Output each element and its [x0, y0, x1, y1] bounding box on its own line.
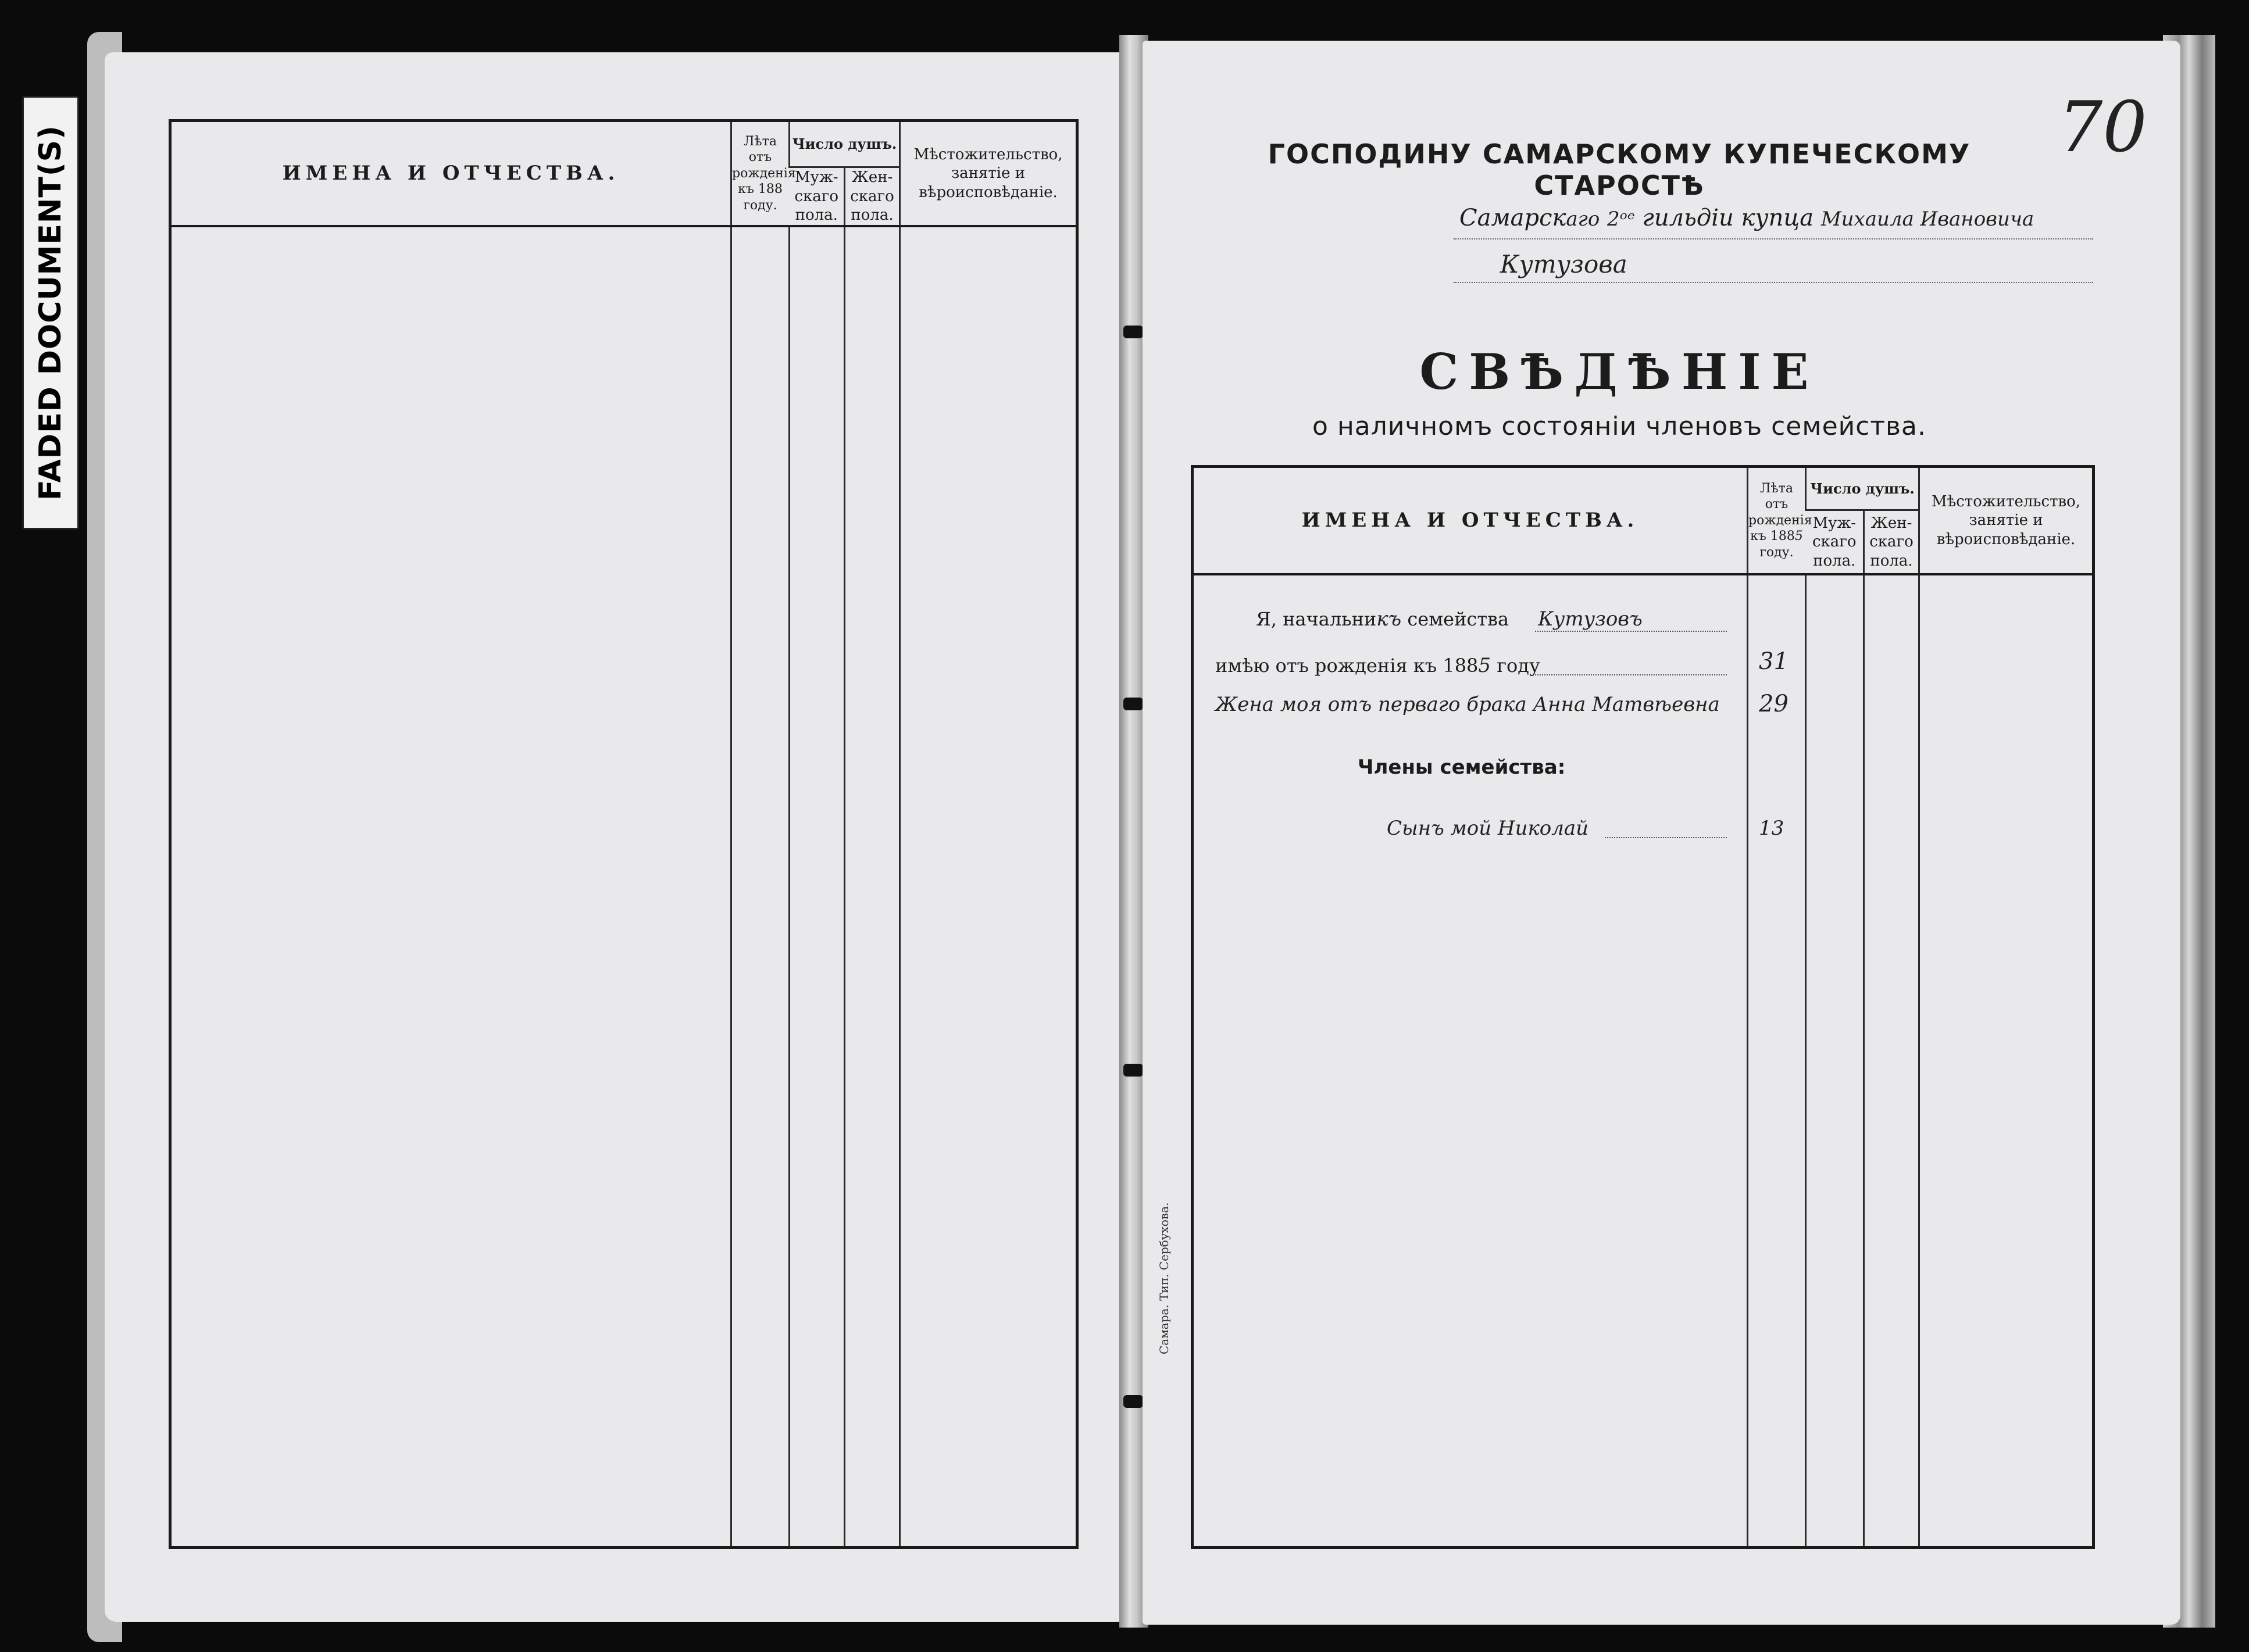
col-header-residence: Мѣстожительство, занятіе и вѣроисповѣданіе.: [900, 121, 1077, 226]
age-cell: [1748, 574, 1806, 1548]
col-header-names: ИМЕНА И ОТЧЕСТВА.: [170, 121, 731, 226]
son-dots: [1605, 837, 1727, 838]
col-header-female: Жен-скаго пола.: [845, 167, 900, 226]
binding-stitch: [1123, 1395, 1143, 1408]
head-age-value: 31: [1759, 648, 1789, 675]
col-header-souls: Число душъ.: [790, 121, 900, 167]
left-form-table: [169, 119, 1079, 1549]
col-header-age: Лѣта отъ рожденія къ 188 году.: [731, 121, 790, 226]
addressee-heading: ГОСПОДИНУ САМАРСКОМУ КУПЕЧЕСКОМУ СТАРОСТѢ: [1268, 138, 1971, 201]
son-line: Сынъ мой Николай: [1387, 817, 1589, 840]
residence-cell: [1919, 574, 2094, 1548]
names-cell: [170, 226, 731, 1548]
faded-document-label: FADED DOCUMENT(S): [33, 125, 68, 500]
head-of-family-dots: [1535, 631, 1727, 632]
col-header-residence: Мѣстожительство, занятіе и вѣроисповѣданіе.: [1919, 467, 2094, 574]
faded-document-tag: [22, 96, 79, 530]
binding-stitch: [1123, 326, 1143, 338]
head-age-dots: [1535, 674, 1727, 675]
wife-age-value: 29: [1759, 691, 1789, 717]
merchant-surname: Кутузова: [1500, 250, 1627, 278]
printer-imprint: Самара. Тип. Сербухова.: [1157, 1202, 1171, 1354]
col-header-names: ИМЕНА И ОТЧЕСТВА.: [1193, 467, 1748, 574]
merchant-line-1-text: Самарскаго 2ᵒᵉ гильдіи купца Михаила Ивановича: [1459, 205, 2034, 231]
page-number: 70: [2058, 87, 2147, 168]
col-header-souls: Число душъ.: [1806, 467, 1919, 510]
col-header-male: Муж-скаго пола.: [790, 167, 845, 226]
son-age-value: 13: [1759, 817, 1784, 840]
binding-stitch: [1123, 1064, 1143, 1077]
female-cell: [845, 226, 900, 1548]
female-cell: [1864, 574, 1919, 1548]
male-cell: [790, 226, 845, 1548]
head-of-family-line: Я, начальникъ семейства Кутузовъ: [1256, 607, 1643, 631]
col-header-female: Жен-скаго пола.: [1864, 510, 1919, 574]
binding-stitch: [1123, 698, 1143, 710]
age-cell: [731, 226, 790, 1548]
document-subtitle: о наличномъ состояніи членовъ семейства.: [1312, 412, 1926, 441]
col-header-age: Лѣта отъ рожденія къ 1885 году.: [1748, 467, 1806, 574]
names-cell: [1193, 574, 1748, 1548]
col-header-male: Муж-скаго пола.: [1806, 510, 1864, 574]
male-cell: [1806, 574, 1864, 1548]
document-title: СВѢДѢНІЕ: [1419, 343, 1819, 401]
wife-line: Жена моя отъ перваго брака Анна Матвѣевна: [1215, 693, 1720, 716]
residence-cell: [900, 226, 1077, 1548]
family-members-label: Члены семейства:: [1358, 756, 1566, 779]
head-age-line: имѣю отъ рожденія къ 1885 году: [1215, 654, 1540, 677]
